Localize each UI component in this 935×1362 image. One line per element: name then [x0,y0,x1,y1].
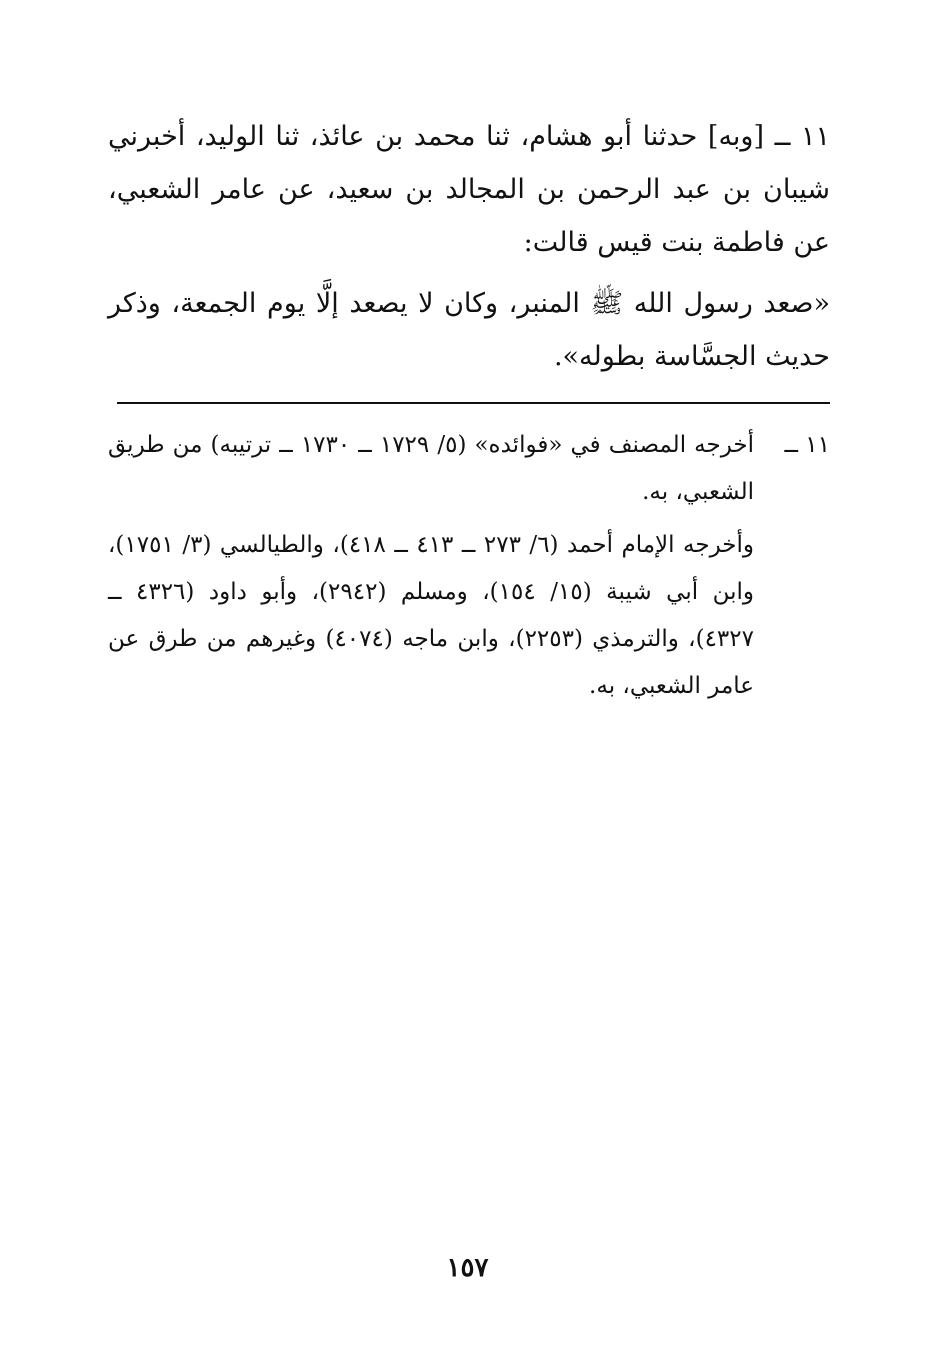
footnote-item [108,422,830,710]
footnote-number: ١١ ــ [784,432,830,458]
main-text [108,110,830,383]
hadith-text: «صعد رسول الله ﷺ المنبر، وكان لا يصعد إلَّا يوم الجمعة، وذكر حديث الجسَّاسة بطوله». [108,288,830,372]
hadith-isnad: ١١ ــ [وبه] حدثنا أبو هشام، ثنا محمد بن عائذ، ثنا الوليد، أخبرني شيبان بن عبد الرحمن بن المجالد بن سعيد، عن عامر الشعبي، عن فاطمة بنت قيس قالت: [108,121,830,258]
footnote-divider [117,402,830,404]
page-number: ١٥٧ [446,1253,489,1283]
footnote-line-1: أخرجه المصنف في «فوائده» (٥/ ١٧٢٩ ــ ١٧٣٠ ــ ترتيبه) من طريق الشعبي، به. [108,432,754,505]
footnote-line-2: وأخرجه الإمام أحمد (٦/ ٢٧٣ ــ ٤١٣ ــ ٤١٨)، والطيالسي (٣/ ١٧٥١)، وابن أبي شيبة (١٥/ ١٥٤)، ومسلم (٢٩٤٢)، وأبو داود (٤٣٢٦ ــ ٤٣٢٧)، والترمذي (٢٢٥٣)، وابن ماجه (٤٠٧٤) وغيرهم من طرق عن عامر الشعبي، به. [108,532,755,699]
footnote-body [108,422,754,710]
footnotes [108,422,830,710]
